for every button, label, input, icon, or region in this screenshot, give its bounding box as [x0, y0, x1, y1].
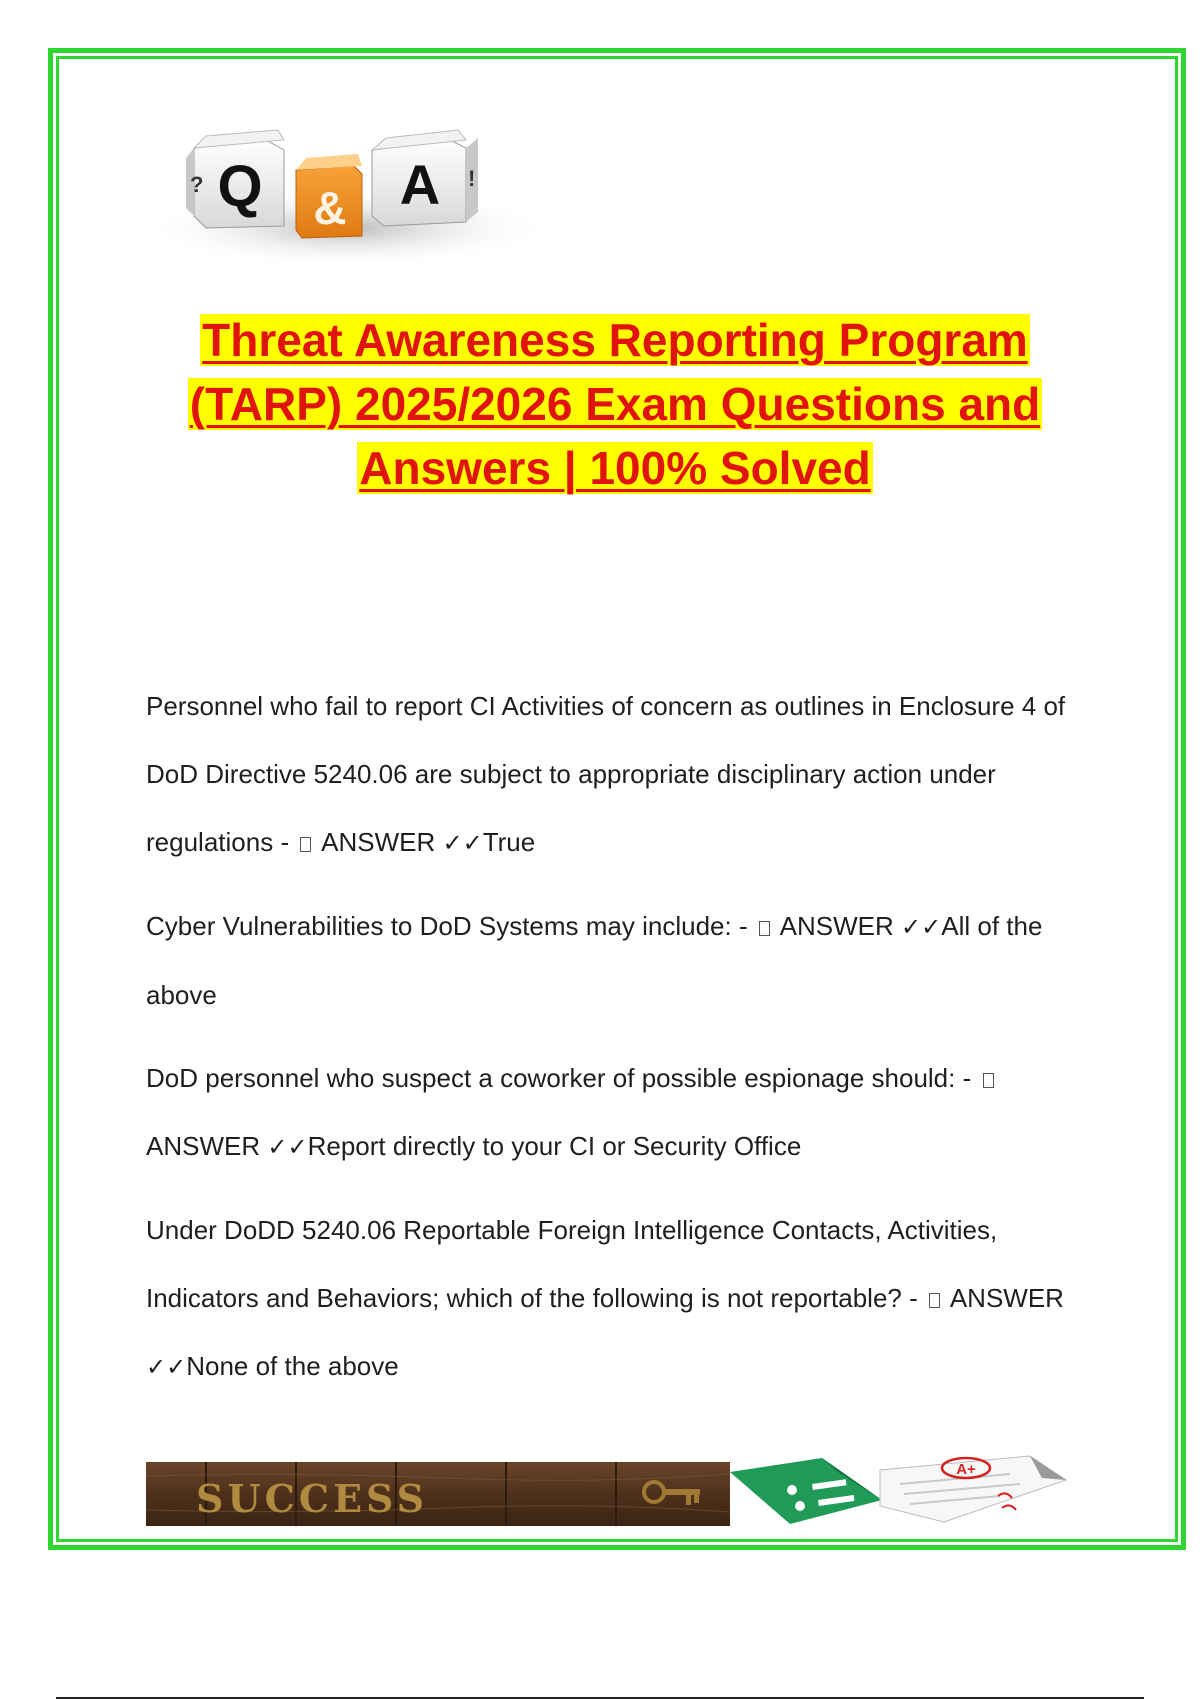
- answer-text: None of the above: [186, 1351, 399, 1381]
- placeholder-box-icon: [300, 837, 311, 852]
- placeholder-box-icon: [929, 1293, 940, 1308]
- grade-text: A+: [956, 1461, 976, 1478]
- separator: -: [280, 827, 290, 857]
- separator: -: [962, 1063, 972, 1093]
- qa-item: [146, 1044, 1086, 1181]
- separator: -: [738, 911, 748, 941]
- svg-text:A: A: [399, 153, 441, 216]
- qa-item: [146, 1196, 1086, 1401]
- answer-label: ANSWER: [949, 1283, 1064, 1313]
- page-title: [130, 308, 1100, 500]
- double-check-icon: ✓✓: [146, 1353, 187, 1381]
- answer-text: Report directly to your CI or Security Office: [307, 1131, 802, 1161]
- placeholder-box-icon: [759, 921, 770, 936]
- graded-test-icon: [730, 1450, 1070, 1532]
- footer-rule: [56, 1697, 1144, 1699]
- question-text: Cyber Vulnerabilities to DoD Systems may include:: [146, 911, 732, 941]
- double-check-icon: ✓✓: [267, 1133, 308, 1161]
- qa-item: [146, 672, 1086, 877]
- qa-list: [146, 672, 1086, 1416]
- qa-dice-icon: [146, 88, 552, 268]
- answer-label: ANSWER: [779, 911, 894, 941]
- success-text: SUCCESS: [196, 1476, 429, 1521]
- question-text: Under DoDD 5240.06 Reportable Foreign Intelligence Contacts, Activities, Indicators and Behaviors; which of the following is not reportable?: [146, 1215, 998, 1313]
- placeholder-box-icon: [983, 1073, 994, 1088]
- title-line-3: Answers | 100% Solved: [359, 442, 871, 494]
- answer-label: ANSWER: [146, 1131, 261, 1161]
- success-banner: [146, 1462, 730, 1526]
- a-die: [372, 130, 478, 226]
- svg-text:Q: Q: [217, 154, 263, 219]
- ampersand-die: [296, 154, 362, 238]
- answer-text: All of the above: [146, 911, 1043, 1010]
- answer-label: ANSWER: [321, 827, 436, 857]
- title-line-1: Threat Awareness Reporting Program: [202, 314, 1028, 366]
- svg-text:&: &: [313, 182, 347, 234]
- double-check-icon: ✓✓: [442, 829, 483, 857]
- svg-text:?: ?: [190, 172, 204, 197]
- q-die: [186, 130, 284, 228]
- separator: -: [909, 1283, 918, 1313]
- question-text: Personnel who fail to report CI Activities of concern as outlines in Enclosure 4 of DoD Directive 5240.06 are subject to appropriate disciplinary action under regulations: [146, 691, 1066, 857]
- title-line-2: (TARP) 2025/2026 Exam Questions and: [189, 378, 1041, 430]
- double-check-icon: ✓✓: [901, 913, 942, 941]
- question-text: DoD personnel who suspect a coworker of possible espionage should:: [146, 1063, 956, 1093]
- answer-text: True: [482, 827, 536, 857]
- svg-text:!: !: [468, 166, 476, 191]
- qa-item: [146, 892, 1086, 1029]
